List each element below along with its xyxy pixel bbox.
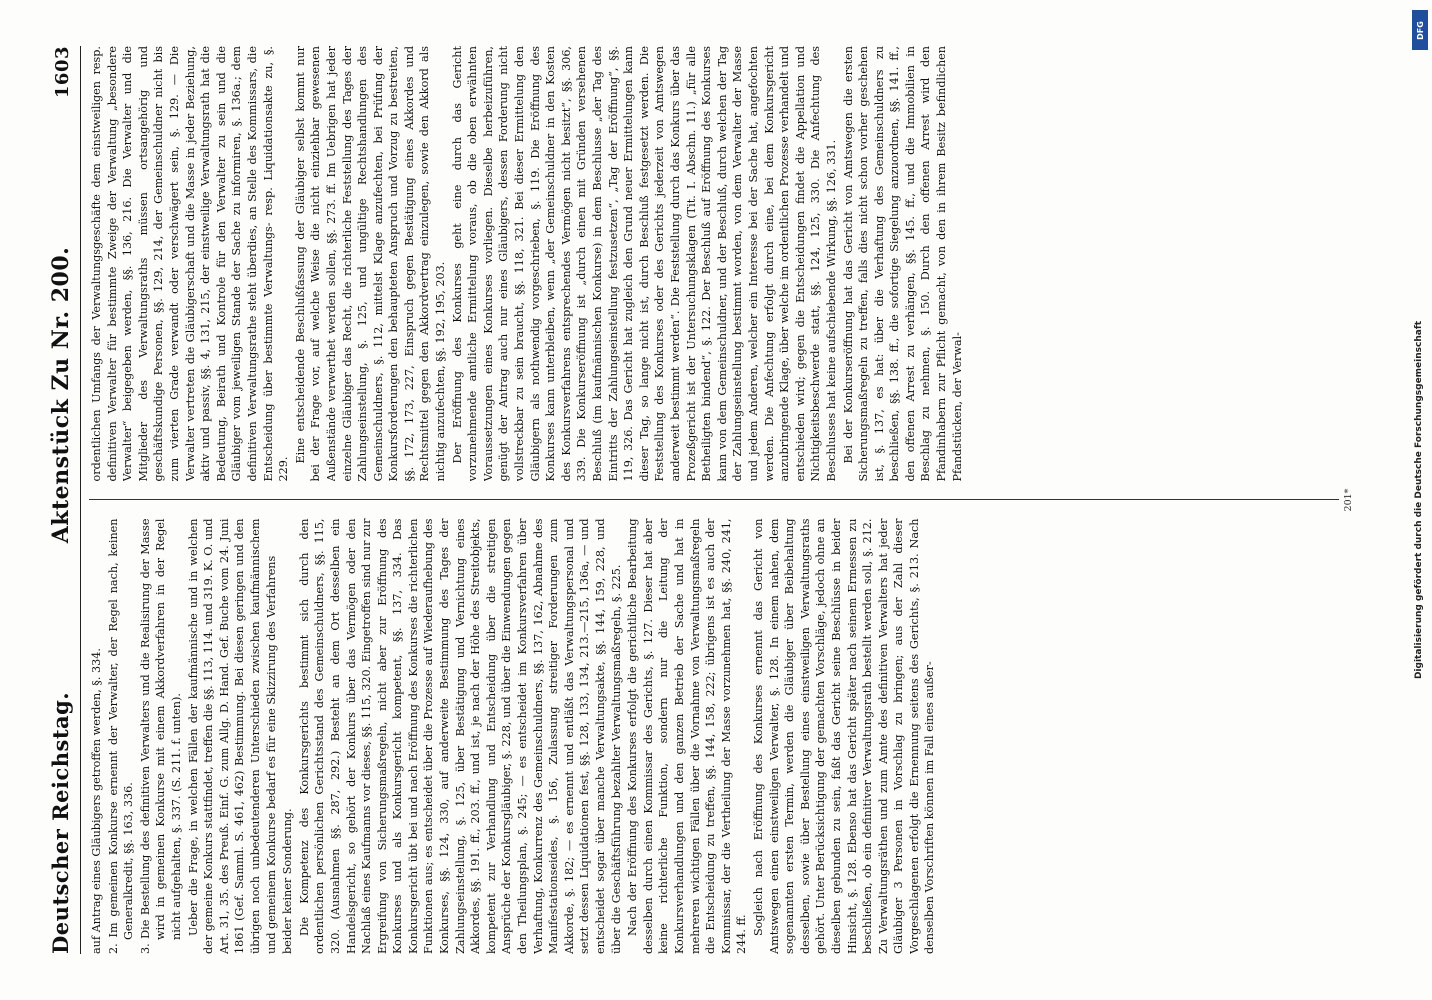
paragraph: Der Eröffnung des Konkurses geht eine durch das Gericht vorzunehmende amtliche Ermittelung voraus, ob die oben erwähnten Voraussetzungen eines Konkurses vorliegen. Dieselbe herbeizuführen, genügt der Antrag auch nur eines Gläubigers, dessen Forderung nicht vollstreckbar zu sein braucht, §§. 118, 321. Bei dieser Ermittelung den Gläubigern als nothwendig vorgeschrieben, §. 119. Die Eröffnung des Konkurses kann unterbleiben, wenn „der Gemeinschuldner in den Kosten des Konkursverfahrens entsprechendes Vermögen nicht besitzt“, §§. 306, 339. Die Konkurseröffnung ist „durch einen mit Gründen versehenen Beschluß (im kaufmännischen Konkurse) in dem Beschlusse „der Tag des Eintritts der Zahlungseinstellung festzusetzen“, „Tag der Eröffnung“, §§. 119, 326. Das Gericht hat zugleich den Grund neuer Ermittelungen kann dieser Tag, so lange nicht ist, durch Beschluß festgesetzt werden. Die Feststellung des Konkurses oder des Gerichts jederzeit von Amtswegen anderweit bestimmt werden“. Die Feststellung durch das Konkurs über das Prozeßgericht ist der Untersuchungsklagen (Tit. I. Abschn. 11.) „für alle Betheiligten bindend“, §. 122. Der Beschluß auf Eröffnung des Konkurses kann von dem Gemeinschuldner, und der Beschluß, durch welchen der Tag der Zahlungseinstellung bestimmt worden, von dem Verwalter der Masse und jedem Anderen, welcher ein Interesse bei der Sache hat, angefochten werden. Die Anfechtung erfolgt durch eine, bei dem Konkursgericht anzubringende Klage, über welche im ordentlichen Prozesse verhandelt und entschieden wird; gegen die Entscheidungen findet die Appellation und Nichtigkeitsbeschwerde statt, §§. 124, 125, 330. Die Anfechtung des Beschlusses hat keine aufschiebende Wirkung, §§. 126, 331. xyxy=(450,46,838,482)
paragraph: Eine entscheidende Beschlußfassung der Gläubiger selbst kommt nur bei der Frage vor, auf welche Weise die nicht einziehbar gewesenen Außenstände verwerthet werden sollen, §§. 273. ff. Im Uebrigen hat jeder einzelne Gläubiger das Recht, die richterliche Feststellung des Tages der Zahlungseinstellung, §. 125, und ungültige Rechtshandlungen des Gemeinschuldners, §. 112, mittelst Klage anzufechten, bei Prüfung der Konkursforderungen den behaupteten Anspruch und Vorzug zu bestreiten, §§. 172, 173, 227, Einspruch gegen Bestätigung eines Akkordes und Rechtsmittel gegen den Akkordvertrag einzulegen, sowie den Akkord als nichtig anzufechten, §§. 192, 195, 203. xyxy=(293,46,448,482)
left-column xyxy=(89,519,1339,955)
paragraph: Ueber die Frage, in welchen Fällen der kaufmännische und in welchen der gemeine Konkurs stattfindet, treffen die §§. 113, 114. und 319. K. O. und Art. 31, 35. des Preuß. Einf. G. zum Allg. D. Hand. Gef. Buche vom 24. Juni 1861 (Gef. Samml. S. 461, 462) Bestimmung. Bei diesen geringen und den übrigen noch unbedeutenderen Unterschieden zwischen kaufmännischem und gemeinem Konkurse bedarf es für eine Skizzirung des Verfahrens xyxy=(186,518,278,954)
paragraph: 3. Die Bestellung des definitiven Verwalters und die Realisirung der Masse wird in gemeinen Konkurse mit einem Akkordverfahren in der Regel nicht aufgehalten, §. 337. (S. 211. f. unten). xyxy=(138,518,183,954)
text-columns xyxy=(89,46,1339,954)
paragraph: Sogleich nach Eröffnung des Konkurses ernennt das Gericht von Amtswegen einen einstweiligen Verwalter, §. 128. In einem nahen, dem sogenannten ersten Termin, werden die Gläubiger über Beibehaltung desselben, sowie über Bestellung eines einstweiligen Verwaltungsraths gehört. Unter Berücksichtigung der gemachten Vorschläge, jedoch ohne an dieselben gebunden zu sein, faßt das Gericht seine Beschlüsse in beider Hinsicht, §. 128. Ebenso hat das Gericht später nach seinem Ermessen zu beschließen, ob ein definitiver Verwaltungsrath bestellt werden soll, §. 212. Zu Verwaltungsräthen und zum Amte des definitiven Verwalters hat jeder Gläubiger 3 Personen in Vorschlag zu bringen; aus der Zahl dieser Vorgeschlagenen erfolgt die Ernennung seitens des Gerichts, §. 213. Nach denselben Vorschriften können im Fall eines außer- xyxy=(751,518,937,954)
digitization-note-text: Digitalisierung gefördert durch die Deutsche Forschungsgemeinschaft xyxy=(1414,320,1424,680)
paragraph: Die Kompetenz des Konkursgerichts bestimmt sich durch den ordentlichen persönlichen Gerichtsstand des Gemeinschuldners, §§. 115, 320. (Ausnahmen §§. 287, 292.) Besteht an dem Ort desselben ein Handelsgericht, so gehört der Konkurs über das Vermögen oder den Nachlaß eines Kaufmanns vor dieses, §§. 115, 320. Eingetroffen sind nur zur Ergreifung von Sicherungsmaßregeln, nicht aber zur Eröffnung des Konkurses und als Konkursgericht kompetent, §§. 137, 334. Das Konkursgericht übt bei und nach Eröffnung des Konkurses die richterlichen Funktionen aus; es entscheidet über die Prozesse auf Wiederaufhebung des Konkurses, §§. 124, 330, auf anderweite Bestimmung des Tages der Zahlungseinstellung, §. 125, über Bestätigung und Vernichtung eines Akkordes, §§. 191. ff., 203. ff., und ist, je nach der Höhe des Streitobjekts, kompetent zur Verhandlung und Entscheidung über die streitigen Ansprüche der Konkursgläubiger, §. 228, und über die Einwendungen gegen den Theilungsplan, §. 245; — es entscheidet im Konkursverfahren über Verhaftung, Konkurrenz des Gemeinschuldners, §§. 137, 162, Abnahme des Manifestationseides, §. 156, Zulassung streitiger Forderungen zum Akkorde, §. 182; — es ernennt und entläßt das Verwaltungspersonal und setzt dessen Liquidationen fest, §§. 128, 133, 134, 213.—215, 136a, — und entscheidet sogar über manche Verwaltungsakte, §§. 144, 159, 228, und über die Geschäftsführung bezahlter Verwaltungsmaßregeln, §. 225. xyxy=(297,518,623,954)
paragraph: Bei der Konkurseröffnung hat das Gericht von Amtswegen die ersten Sicherungsmaßregeln zu treffen, falls dies nicht schon vorher geschehen ist, §. 137, es hat: über die Verhaftung des Gemeinschuldners zu beschließen, §§. 138. ff., die sofortige Siegelung anzuordnen, §§. 141. ff., den offenen Arrest zu verhängen, §§. 145. ff., und die Immobilien in Beschlag zu nehmen, §. 150. Durch den offenen Arrest wird den Pfandinhabern zur Pflicht gemacht, von den in ihrem Besitz befindlichen Pfandstücken, der Verwal- xyxy=(841,46,964,482)
dfg-logo: DFG xyxy=(1412,10,1428,50)
paragraph: beider keiner Sonderung. xyxy=(281,808,295,954)
column-divider xyxy=(89,500,1339,501)
digitization-note xyxy=(1408,20,1430,980)
paragraph: ordentlichen Umfangs der Verwaltungsgeschäfte dem einstweiligen resp. definitiven Verwalter für bestimmte Zweige der Verwaltung „besondere Verwalter“ beigegeben werden, §§. 136, 216. Die Verwalter und die Mitglieder des Verwaltungsraths müssen ortsangehörig und geschäftskundige Personen, §§. 129, 214, der Gemeinschuldner nicht bis zum vierten Grade verwandt oder verschwägert sein, §. 129. — Die Verwalter vertreten die Gläubigerschaft und die Masse in jeder Beziehung, aktiv und passiv, §§. 4, 131, 215, der einstweilige Verwaltungsrath hat die Bedeutung, Beirath und Kontrole für den Verwalter zu sein und die Gläubiger vom jeweiligen Stande der Sache zu informiren, §. 136a.; dem definitiven Verwaltungsrathe steht überdies, an Stelle des Kommissars, die Entscheidung über bestimmte Verwaltungs- resp. Liquidationsakte zu, §. 229. xyxy=(90,46,291,482)
signature-mark: 201* xyxy=(1343,488,1354,512)
paragraph: Nach der Eröffnung des Konkurses erfolgt die gerichtliche Bearbeitung desselben durch einen Kommissar des Gerichts, §. 127. Dieser hat aber keine richterliche Funktion, sondern nur die Leitung der Konkursverhandlungen und den ganzen Betrieb der Sache und hat in mehreren wichtigen Fällen über die Vornahme von Verwaltungsmaßregeln die Entscheidung zu treffen, §§. 144, 158, 222; übrigens ist es auch der Kommissar, der die Vertheilung der Masse vorzunehmen hat, §§. 240, 241, 244. ff. xyxy=(626,518,749,954)
header-page-number: 1603 xyxy=(52,46,73,99)
page-header xyxy=(48,46,81,954)
header-document-title: Aktenstück Zu Nr. 200. xyxy=(48,246,74,544)
paragraph: 2. Im gemeinen Konkurse ernennt der Verwalter, der Regel nach, keinen Generalkredit, §§. 163, 336. xyxy=(106,518,136,954)
paragraph: auf Antrag eines Gläubigers getroffen werden, §. 334. xyxy=(90,648,103,954)
right-column xyxy=(89,46,1339,482)
rotated-page-content xyxy=(26,20,1406,980)
header-publication: Deutscher Reichstag. xyxy=(48,691,73,954)
